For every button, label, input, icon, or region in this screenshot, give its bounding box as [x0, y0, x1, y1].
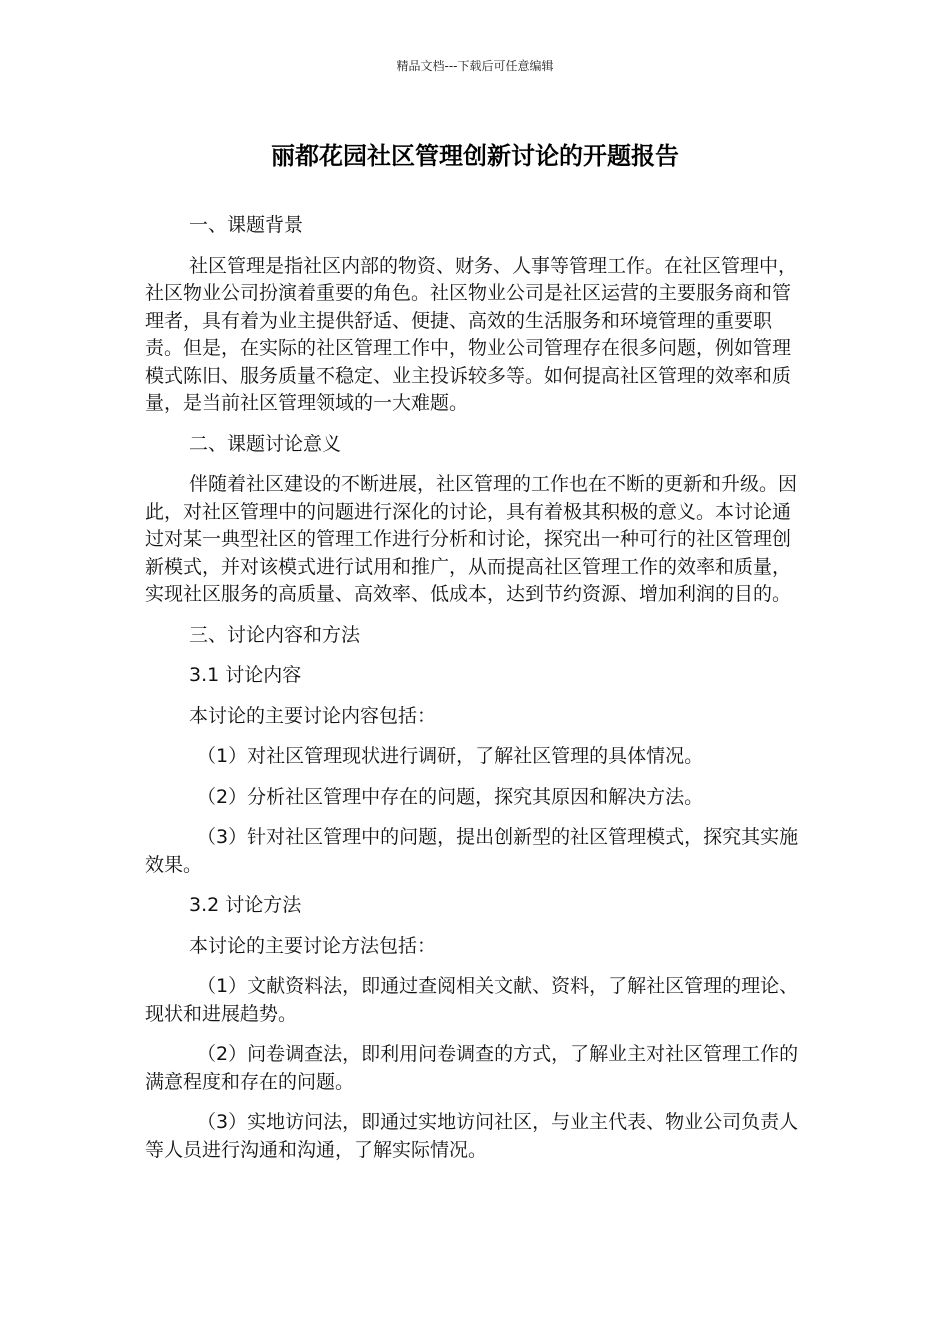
section-heading-background: 一、课题背景 — [189, 214, 304, 236]
section-heading-content-methods: 三、讨论内容和方法 — [189, 623, 361, 646]
document-body — [145, 212, 805, 1177]
list-item: （2）分析社区管理中存在的问题，探究其原因和解决方法。 — [197, 785, 704, 808]
paragraph-content-intro: 本讨论的主要讨论内容包括： — [189, 704, 437, 727]
list-item: （3）针对社区管理中的问题，提出创新型的社区管理模式，探究其实施效果。 — [145, 826, 799, 876]
paragraph-methods-intro: 本讨论的主要讨论方法包括： — [189, 934, 437, 957]
subsection-heading-methods: 3.2 讨论方法 — [189, 894, 302, 916]
paragraph-background: 社区管理是指社区内部的物资、财务、人事等管理工作。在社区管理中，社区物业公司扮演着重要的角色。社区物业公司是社区运营的主要服务商和管理者，具有着为业主提供舒适、便捷、高效的生活服务和环境管理的重要职责。但是，在实际的社区管理工作中，物业公司管理存在很多问题，例如管理模式陈旧、服务质量不稳定、业主投诉较多等。如何提高社区管理的效率和质量，是当前社区管理领域的一大难题。 — [145, 254, 798, 414]
page-header: 精品文档---下载后可任意编辑 — [396, 59, 554, 73]
list-item: （1）对社区管理现状进行调研，了解社区管理的具体情况。 — [197, 745, 704, 767]
paragraph-significance: 伴随着社区建设的不断进展，社区管理的工作也在不断的更新和升级。因此，对社区管理中的问题进行深化的讨论，具有着极其积极的意义。本讨论通过对某一典型社区的管理工作进行分析和讨论，探究出一种可行的社区管理创新模式，并对该模式进行试用和推广，从而提高社区管理工作的效率和质量，实现社区服务的高质量、高效率、低成本，达到节约资源、增加利润的目的。 — [145, 473, 798, 605]
list-item: （3）实地访问法，即通过实地访问社区，与业主代表、物业公司负责人等人员进行沟通和沟通，了解实际情况。 — [145, 1111, 799, 1161]
subsection-heading-content: 3.1 讨论内容 — [189, 664, 302, 686]
document-title: 丽都花园社区管理创新讨论的开题报告 — [271, 142, 679, 170]
list-item: （2）问卷调查法，即利用问卷调查的方式，了解业主对社区管理工作的满意程度和存在的问题。 — [145, 1043, 799, 1093]
list-item: （1）文献资料法，即通过查阅相关文献、资料，了解社区管理的理论、现状和进展趋势。 — [145, 975, 799, 1025]
section-heading-significance: 二、课题讨论意义 — [189, 432, 342, 455]
